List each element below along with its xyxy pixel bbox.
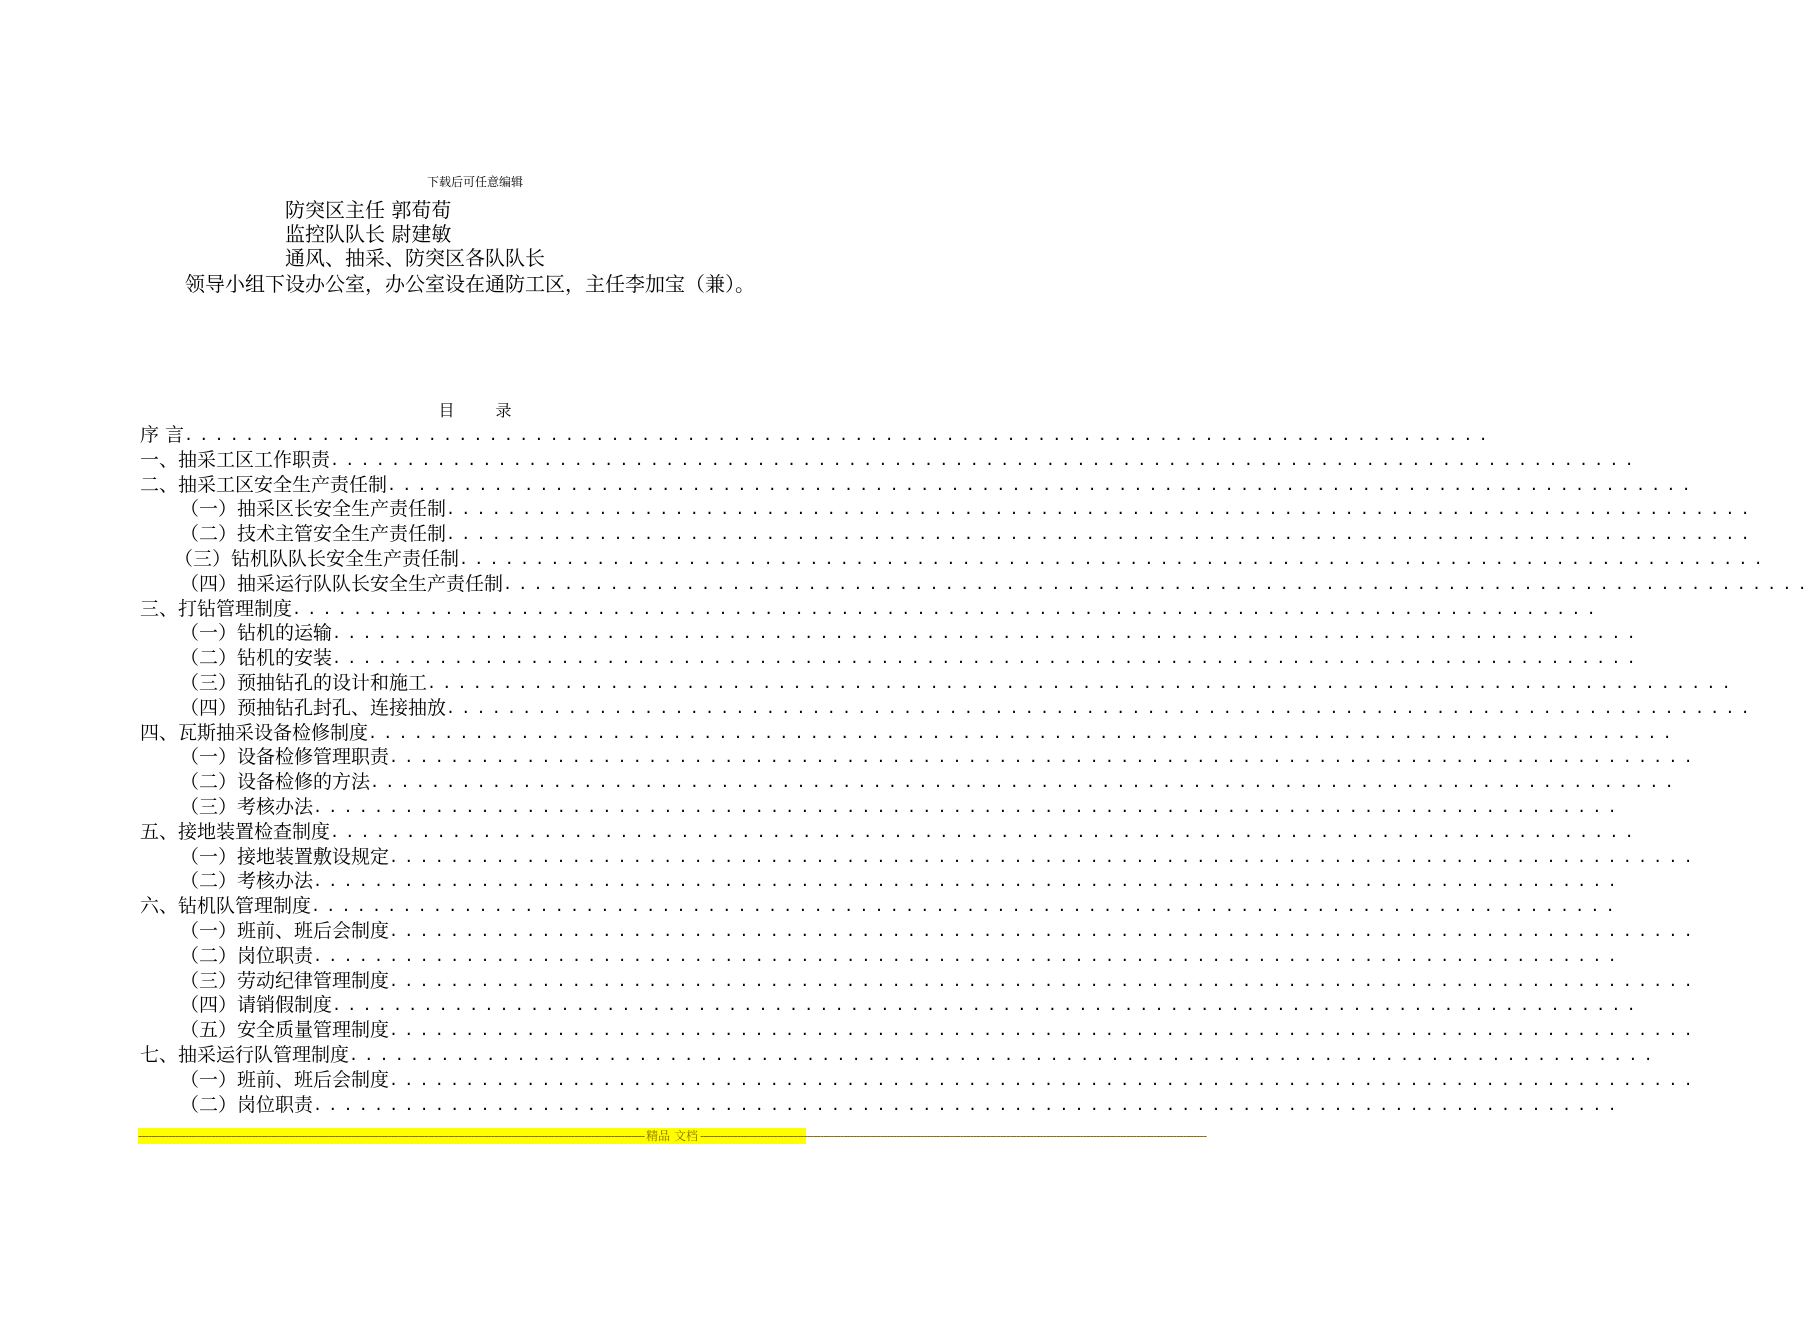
toc-entry[interactable]	[180, 1018, 1699, 1043]
toc-leader-dots: ......................................................................................	[313, 1095, 1623, 1114]
toc-entry-title: （三）考核办法	[180, 796, 314, 818]
toc-leader-dots: ......................................................................................	[389, 847, 1699, 866]
toc-entry-title: （一）钻机的运输	[180, 622, 333, 645]
toc-entry[interactable]	[180, 497, 1756, 522]
toc-entry[interactable]	[180, 1093, 1623, 1118]
toc-leader-dots: ......................................................................................	[368, 723, 1678, 742]
toc-entry[interactable]	[180, 944, 1623, 969]
toc-leader-dots: ......................................................................................	[313, 946, 1623, 965]
toc-entry-title: （二）钻机的安装	[180, 647, 333, 670]
toc-entry[interactable]	[180, 696, 1756, 721]
toc-leader-dots: ......................................................................................	[332, 624, 1642, 643]
header-note: 下载后可任意编辑	[426, 175, 523, 189]
toc-entry-title: 六、钻机队管理制度	[140, 895, 312, 918]
toc-entry[interactable]	[180, 621, 1642, 646]
toc-entry-title: （二）技术主管安全生产责任制	[180, 523, 447, 546]
member-line: 监控队队长 尉建敏	[285, 222, 452, 246]
toc-entry[interactable]	[180, 845, 1699, 870]
toc-entry-title: （四）抽采运行队队长安全生产责任制	[180, 572, 504, 595]
toc-entry[interactable]	[180, 919, 1699, 944]
toc-leader-dots: ......................................................................................	[349, 1046, 1659, 1064]
toc-entry-title: 五、接地装置检查制度	[140, 820, 331, 843]
toc-entry-title: （五）安全质量管理制度	[180, 1019, 390, 1042]
toc-entry-title: （二）岗位职责	[180, 1093, 314, 1116]
toc-entry[interactable]	[180, 795, 1623, 820]
toc-leader-dots: ......................................................................................	[313, 798, 1623, 816]
footer-bar	[138, 1128, 1207, 1144]
toc-entry[interactable]	[140, 1043, 1659, 1068]
toc-entry[interactable]	[140, 448, 1640, 473]
member-line: 防突区主任 郭荀荀	[285, 198, 452, 222]
toc-leader-dots: ......................................................................................	[446, 525, 1756, 544]
toc-leader-dots: ......................................................................................	[503, 574, 1813, 593]
toc-entry[interactable]	[180, 522, 1756, 547]
toc-leader-dots: ......................................................................................	[387, 475, 1697, 494]
toc-entry-title: （二）考核办法	[180, 870, 314, 893]
toc-leader-dots: ......................................................................................	[389, 922, 1699, 940]
toc-leader-dots: ......................................................................................	[427, 674, 1737, 692]
toc-entry-title: （三）劳动纪律管理制度	[180, 969, 390, 992]
toc-entry-title: （四）预抽钻孔封孔、连接抽放	[180, 696, 447, 719]
toc-entry-title: 序 言	[140, 424, 185, 446]
toc-entry[interactable]	[140, 721, 1678, 746]
toc-entry[interactable]	[140, 423, 1494, 448]
toc-entry[interactable]	[180, 572, 1813, 597]
footer-dashes-right: --------------------------------------------------------------------------------------------------------------------------------------------------------	[700, 1129, 1207, 1143]
toc-leader-dots: ......................................................................................	[389, 748, 1699, 767]
toc-entry[interactable]	[180, 993, 1642, 1018]
toc-leader-dots: ......................................................................................	[313, 872, 1623, 891]
toc-entry[interactable]	[180, 969, 1699, 994]
toc-entry-title: （三）预抽钻孔的设计和施工	[180, 672, 428, 694]
toc-entry[interactable]	[140, 597, 1602, 622]
toc-entry-title: （二）岗位职责	[180, 944, 314, 967]
toc-entry-title: （一）接地装置敷设规定	[180, 845, 390, 868]
toc-entry[interactable]	[180, 646, 1642, 671]
toc-leader-dots: ......................................................................................	[330, 450, 1640, 469]
toc-entry[interactable]	[180, 869, 1623, 894]
toc-leader-dots: ......................................................................................	[389, 1021, 1699, 1040]
footer-dashes-left: --------------------------------------------------------------------------------------------------------------------------------------------------------	[138, 1129, 645, 1143]
toc-entry[interactable]	[180, 770, 1680, 795]
toc-entry[interactable]	[180, 1068, 1699, 1093]
toc-entry-title: （一）设备检修管理职责	[180, 746, 390, 769]
toc-title: 目 录	[438, 401, 530, 420]
footer-label: 精品 文档	[646, 1129, 698, 1143]
member-line: 通风、抽采、防突区各队队长	[285, 246, 545, 270]
toc-leader-dots: ......................................................................................	[370, 773, 1680, 792]
toc-entry[interactable]	[180, 671, 1737, 696]
toc-entry[interactable]	[180, 745, 1699, 770]
toc-entry-title: （一）班前、班后会制度	[180, 920, 390, 942]
toc-leader-dots: ......................................................................................	[292, 599, 1602, 618]
toc-leader-dots: ......................................................................................	[446, 500, 1756, 519]
toc-leader-dots: ......................................................................................	[389, 971, 1699, 990]
toc-leader-dots: ......................................................................................	[332, 649, 1642, 668]
toc-entry-title: （一）抽采区长安全生产责任制	[180, 498, 447, 521]
toc-entry-title: 四、瓦斯抽采设备检修制度	[140, 721, 369, 744]
toc-leader-dots: ......................................................................................	[330, 822, 1640, 841]
toc-entry[interactable]	[174, 547, 1769, 572]
office-note: 领导小组下设办公室，办公室设在通防工区，主任李加宝（兼）。	[185, 272, 755, 296]
toc-entry-title: （一）班前、班后会制度	[180, 1068, 390, 1091]
toc-entry-title: 七、抽采运行队管理制度	[140, 1044, 350, 1066]
toc-entry-title: （二）设备检修的方法	[180, 771, 371, 794]
toc-leader-dots: ......................................................................................	[311, 897, 1621, 916]
toc-entry[interactable]	[140, 473, 1697, 498]
toc-entry-title: 一、抽采工区工作职责	[140, 448, 331, 471]
toc-entry-title: （四）请销假制度	[180, 994, 333, 1017]
toc-entry-title: 二、抽采工区安全生产责任制	[140, 473, 388, 496]
toc-leader-dots: ......................................................................................	[459, 550, 1769, 568]
toc-entry-title: （三）钻机队队长安全生产责任制	[174, 548, 460, 570]
toc-entry-title: 三、打钻管理制度	[140, 597, 293, 620]
toc-leader-dots: ......................................................................................	[389, 1070, 1699, 1089]
toc-leader-dots: ......................................................................................	[446, 698, 1756, 717]
toc-entry[interactable]	[140, 820, 1640, 845]
toc-entry[interactable]	[140, 894, 1621, 919]
toc-leader-dots: ......................................................................................	[184, 426, 1494, 444]
toc-leader-dots: ......................................................................................	[332, 996, 1642, 1015]
